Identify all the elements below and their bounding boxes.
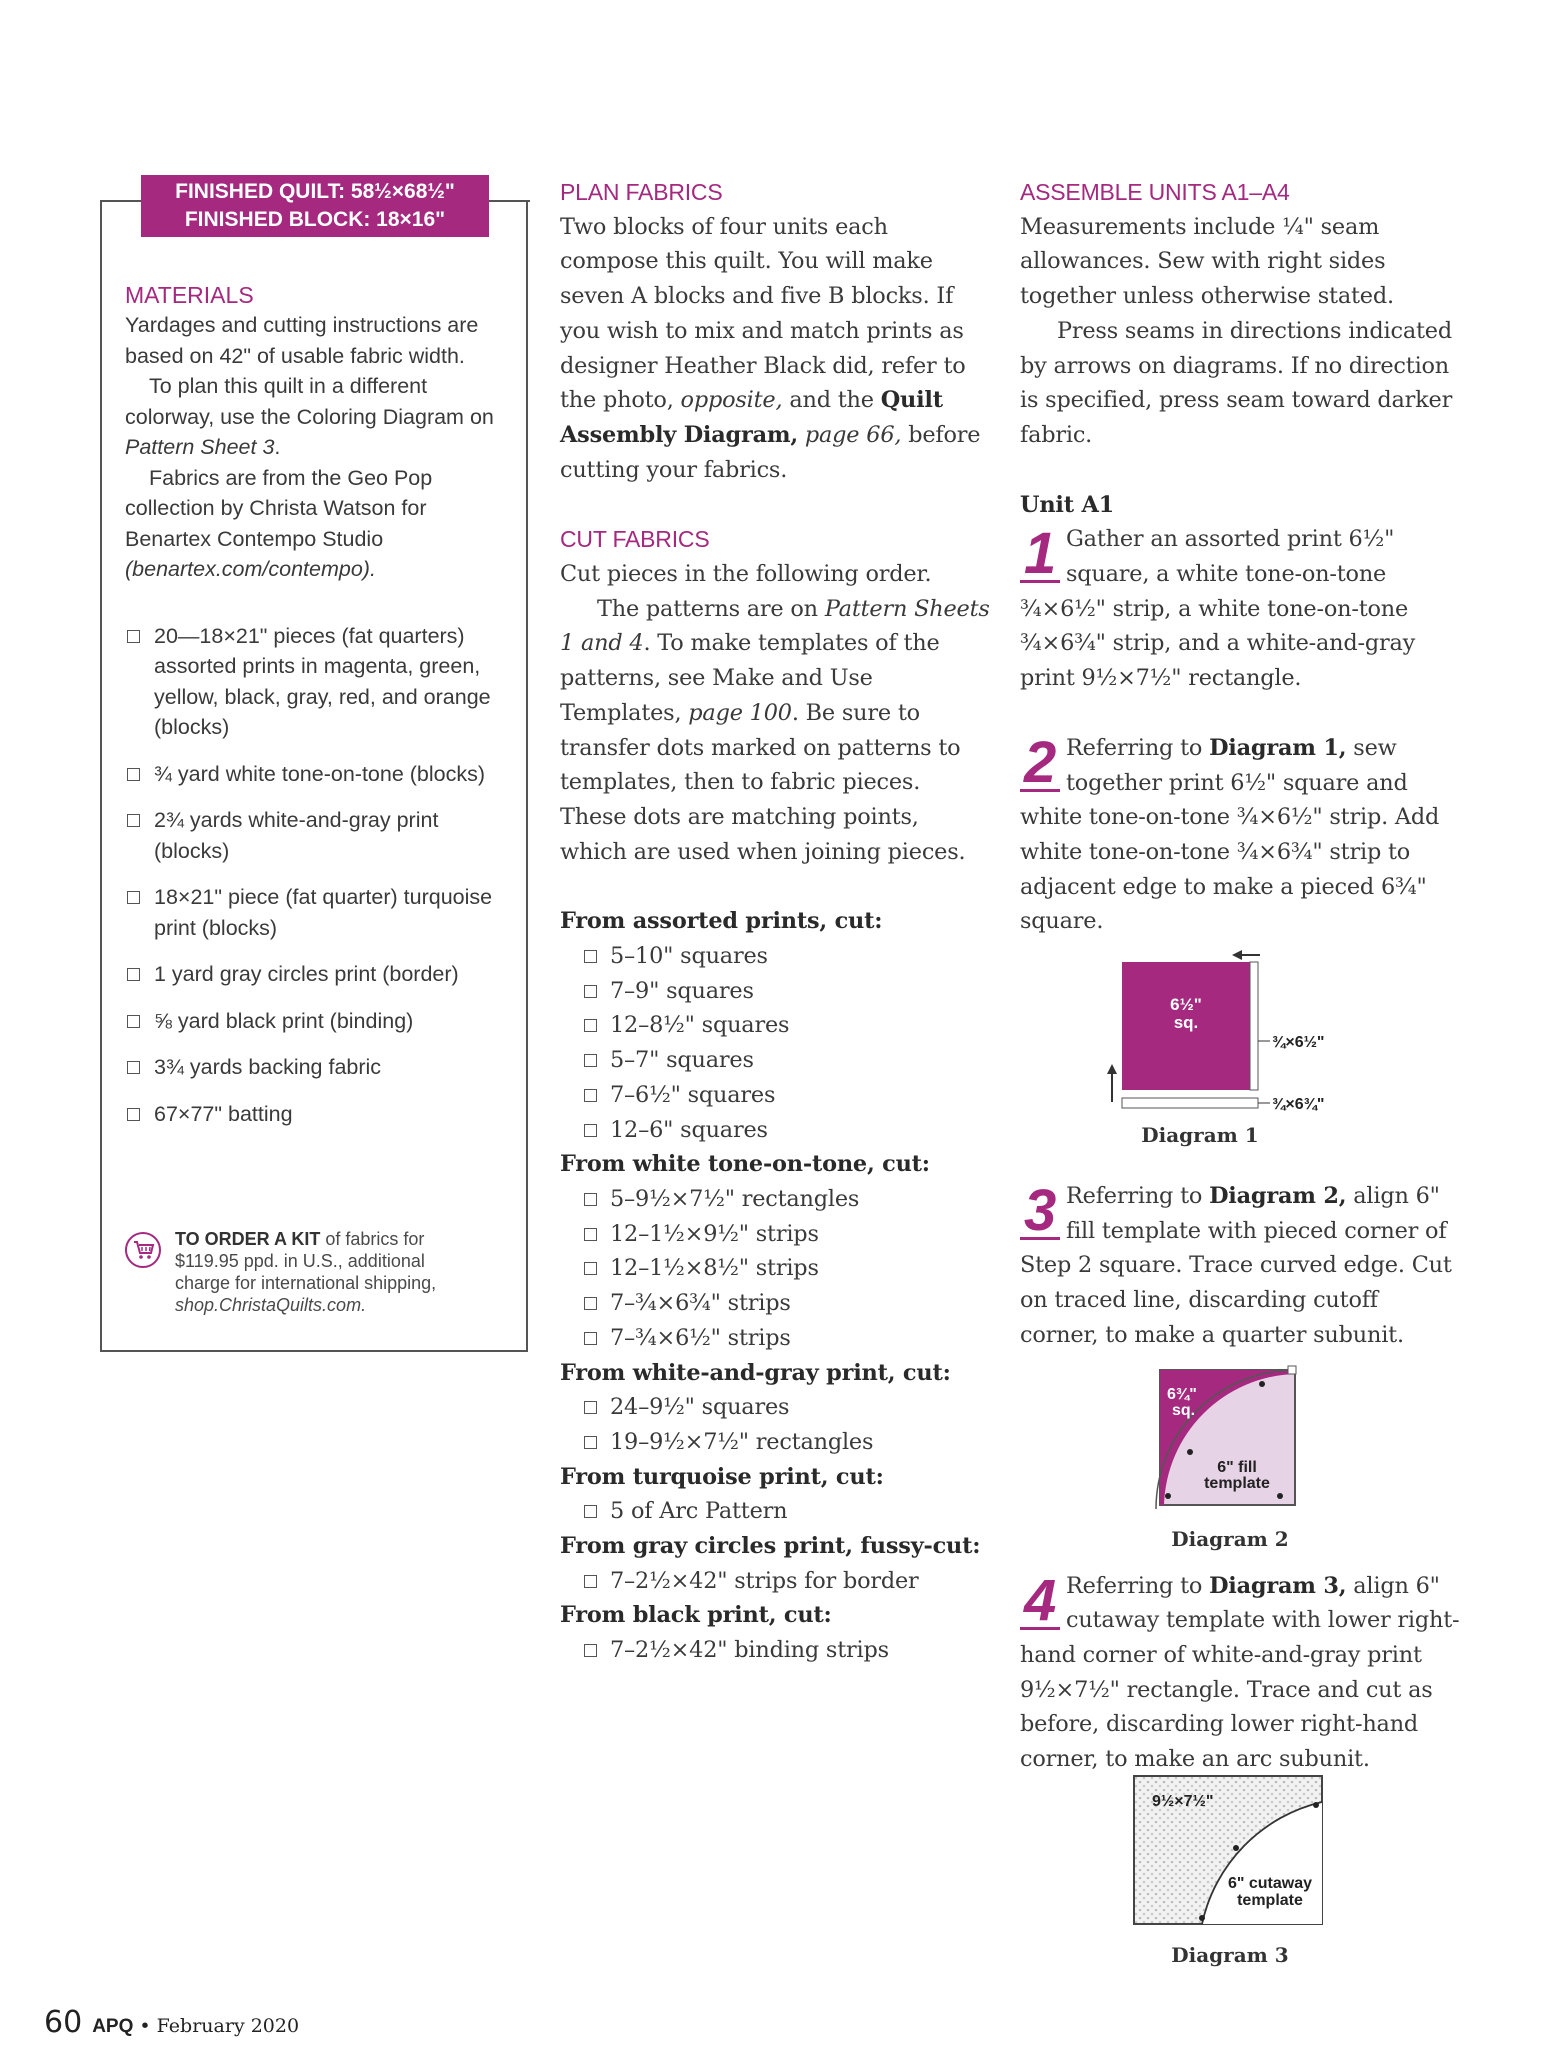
cut-group-title: From white tone-on-tone, cut: xyxy=(560,1151,930,1178)
plan-text: Two blocks of four units each compose this quilt. You will make seven A blocks and five B blocks. If you wish to mix and match prints as designer Heather Black did, refer to the photo, opposite, and the Quilt Assembly Diagram, page 66, before cutting your fabrics. xyxy=(560,213,981,483)
checkbox-icon xyxy=(584,1297,597,1310)
checkbox-icon xyxy=(584,1332,597,1345)
checkbox-icon xyxy=(127,891,140,904)
cut-patterns-text: The patterns are on Pattern Sheets 1 and 4. To make templates of the patterns, see Make and Use Templates, page 100. Be sure to transfer dots marked on patterns to templates, then to fabric pieces. These dots are matching points, which are used when joining pieces. xyxy=(560,595,990,865)
step-2 xyxy=(1020,731,1460,939)
magazine-name: APQ xyxy=(92,2016,134,2037)
cut-list xyxy=(560,1390,990,1459)
unit-heading: Unit A1 xyxy=(1020,491,1115,518)
cut-list xyxy=(560,1633,990,1668)
kit-order-note: TO ORDER A KIT of fabrics for $119.95 ppd. in U.S., additional charge for international shipping, shop.ChristaQuilts.com. xyxy=(125,1228,470,1316)
cut-group-title: From turquoise print, cut: xyxy=(560,1463,884,1490)
press-note: Press seams in directions indicated by arrows on diagrams. If no direction is specified, press seam toward darker fabric. xyxy=(1020,317,1453,448)
cut-item: 24–9½" squares xyxy=(560,1390,990,1425)
checkbox-icon xyxy=(584,985,597,998)
step-1 xyxy=(1020,522,1460,696)
cut-heading: CUT FABRICS xyxy=(560,526,710,553)
assemble-heading: ASSEMBLE UNITS A1–A4 xyxy=(1020,179,1290,205)
checkbox-icon xyxy=(584,1019,597,1032)
cut-item: 7–9" squares xyxy=(560,974,990,1009)
cut-item: 7–¾×6¾" strips xyxy=(560,1286,990,1321)
cutaway-label: 6" cutaway xyxy=(1227,1875,1313,1892)
diagram-2 xyxy=(1150,1364,1310,1554)
cut-item: 5–10" squares xyxy=(560,939,990,974)
diagram-1-caption: Diagram 1 xyxy=(1141,1123,1259,1147)
materials-section xyxy=(125,280,505,1145)
issue-date: • February 2020 xyxy=(133,2015,300,2037)
diagram-3-figure xyxy=(1130,1772,1330,1932)
cut-item: 12–6" squares xyxy=(560,1113,990,1148)
materials-heading: MATERIALS xyxy=(125,282,254,308)
square-label: 6¾" xyxy=(1167,1386,1197,1403)
checkbox-icon xyxy=(127,1015,140,1028)
step-text: Referring to Diagram 3, align 6" cutaway template with lower right-hand corner of white-and-gray print 9½×7½" rectangle. Trace and cut as before, discarding lower right-hand corner, to make an arc subunit. xyxy=(1020,1572,1460,1773)
cut-item: 12–8½" squares xyxy=(560,1008,990,1043)
page-footer xyxy=(44,2005,299,2040)
cut-groups xyxy=(560,904,990,1667)
checkbox-icon xyxy=(584,1644,597,1657)
checkbox-icon xyxy=(127,630,140,643)
diagram-2-figure xyxy=(1150,1364,1310,1524)
step-number: 4 xyxy=(1020,1573,1060,1630)
step-4 xyxy=(1020,1569,1460,1777)
checkbox-icon xyxy=(584,1124,597,1137)
cut-item: 7–2½×42" binding strips xyxy=(560,1633,990,1668)
checkbox-icon xyxy=(584,1436,597,1449)
materials-item: 67×77" batting xyxy=(125,1099,505,1130)
kit-heading: TO ORDER A KIT xyxy=(175,1229,321,1249)
checkbox-icon xyxy=(584,1401,597,1414)
finished-size-banner xyxy=(141,175,489,237)
plan-heading: PLAN FABRICS xyxy=(560,179,723,205)
cut-list xyxy=(560,1182,990,1356)
square-label: 6½" xyxy=(1170,995,1202,1014)
cut-item: 12–1½×9½" strips xyxy=(560,1217,990,1252)
diagram-3-caption: Diagram 3 xyxy=(1171,1943,1289,1967)
rect-label: 9½×7½" xyxy=(1152,1793,1214,1810)
step-3 xyxy=(1020,1179,1460,1353)
sq-label: sq. xyxy=(1172,1402,1196,1419)
kit-link[interactable]: shop.ChristaQuilts.com. xyxy=(175,1295,367,1315)
cut-group-title: From black print, cut: xyxy=(560,1602,832,1629)
checkbox-icon xyxy=(127,968,140,981)
coloring-note: To plan this quilt in a different colorway, use the Coloring Diagram on Pattern Sheet 3. xyxy=(125,374,494,459)
step-number: 1 xyxy=(1020,526,1060,583)
materials-list xyxy=(125,621,505,1130)
cut-item: 7–6½" squares xyxy=(560,1078,990,1113)
finished-quilt-label: FINISHED QUILT: 58½×68½" xyxy=(175,180,455,203)
materials-note: Yardages and cutting instructions are based on 42" of usable fabric width. xyxy=(125,313,479,368)
step-text: Gather an assorted print 6½" square, a white tone-on-tone ¾×6½" strip, a white tone-on-tone ¾×6¾" strip, and a white-and-gray print 9½×7½" rectangle. xyxy=(1020,526,1416,692)
template-label: template xyxy=(1237,1892,1303,1909)
fabric-credit: Fabrics are from the Geo Pop collection by Christa Watson for Benartex Contempo Studio (benartex.com/contempo). xyxy=(125,465,433,581)
materials-item: 20—18×21" pieces (fat quarters) assorted prints in magenta, green, yellow, black, gray, red, and orange (blocks) xyxy=(125,621,505,743)
cut-item: 7–¾×6½" strips xyxy=(560,1321,990,1356)
checkbox-icon xyxy=(584,1054,597,1067)
materials-item: 2¾ yards white-and-gray print (blocks) xyxy=(125,805,505,866)
checkbox-icon xyxy=(127,814,140,827)
assemble-note: Measurements include ¼" seam allowances. Sew with right sides together unless otherwise stated. xyxy=(1020,213,1394,310)
diagram-2-caption: Diagram 2 xyxy=(1171,1527,1289,1551)
cut-group-title: From gray circles print, fussy-cut: xyxy=(560,1533,981,1560)
materials-item: 18×21" piece (fat quarter) turquoise print (blocks) xyxy=(125,882,505,943)
cut-list xyxy=(560,1564,990,1599)
cut-item: 7–2½×42" strips for border xyxy=(560,1564,990,1599)
step-text: Referring to Diagram 1, sew together print 6½" square and white tone-on-tone ¾×6½" strip. Add white tone-on-tone ¾×6¾" strip to adjacent edge to make a pieced 6¾" square. xyxy=(1020,734,1440,935)
finished-block-label: FINISHED BLOCK: 18×16" xyxy=(184,208,446,231)
cut-group-title: From white-and-gray print, cut: xyxy=(560,1359,951,1386)
cut-item: 19–9½×7½" rectangles xyxy=(560,1425,990,1460)
strip1-label: ¾×6½" xyxy=(1272,1034,1325,1051)
cut-list xyxy=(560,1494,990,1529)
diagram-1 xyxy=(1100,940,1380,1160)
page-number: 60 xyxy=(44,2005,83,2040)
shopping-cart-icon xyxy=(125,1232,161,1268)
diagram-3 xyxy=(1130,1772,1330,1972)
step-number: 2 xyxy=(1020,735,1060,792)
cut-item: 5–9½×7½" rectangles xyxy=(560,1182,990,1217)
checkbox-icon xyxy=(584,1193,597,1206)
checkbox-icon xyxy=(584,1089,597,1102)
materials-item: 3¾ yards backing fabric xyxy=(125,1052,505,1083)
materials-item: ¾ yard white tone-on-tone (blocks) xyxy=(125,759,505,790)
cut-item: 12–1½×8½" strips xyxy=(560,1251,990,1286)
step-number: 3 xyxy=(1020,1183,1060,1240)
sq-label: sq. xyxy=(1173,1013,1199,1032)
cut-item: 5–7" squares xyxy=(560,1043,990,1078)
checkbox-icon xyxy=(127,768,140,781)
cut-intro: Cut pieces in the following order. xyxy=(560,561,932,588)
diagram-1-figure xyxy=(1100,940,1380,1120)
materials-item: ⅝ yard black print (binding) xyxy=(125,1006,505,1037)
strip2-label: ¾×6¾" xyxy=(1272,1096,1325,1113)
checkbox-icon xyxy=(584,1575,597,1588)
checkbox-icon xyxy=(127,1108,140,1121)
fill-label: 6" fill xyxy=(1217,1459,1257,1476)
cut-list xyxy=(560,939,990,1147)
checkbox-icon xyxy=(127,1061,140,1074)
checkbox-icon xyxy=(584,1262,597,1275)
cut-group-title: From assorted prints, cut: xyxy=(560,908,883,935)
materials-item: 1 yard gray circles print (border) xyxy=(125,959,505,990)
checkbox-icon xyxy=(584,1228,597,1241)
checkbox-icon xyxy=(584,1505,597,1518)
cut-item: 5 of Arc Pattern xyxy=(560,1494,990,1529)
step-text: Referring to Diagram 2, align 6" fill template with pieced corner of Step 2 square. Trace curved edge. Cut on traced line, discarding cutoff corner, to make a quarter subunit. xyxy=(1020,1183,1452,1348)
checkbox-icon xyxy=(584,950,597,963)
middle-column xyxy=(560,175,990,1668)
template-label: template xyxy=(1204,1475,1270,1492)
